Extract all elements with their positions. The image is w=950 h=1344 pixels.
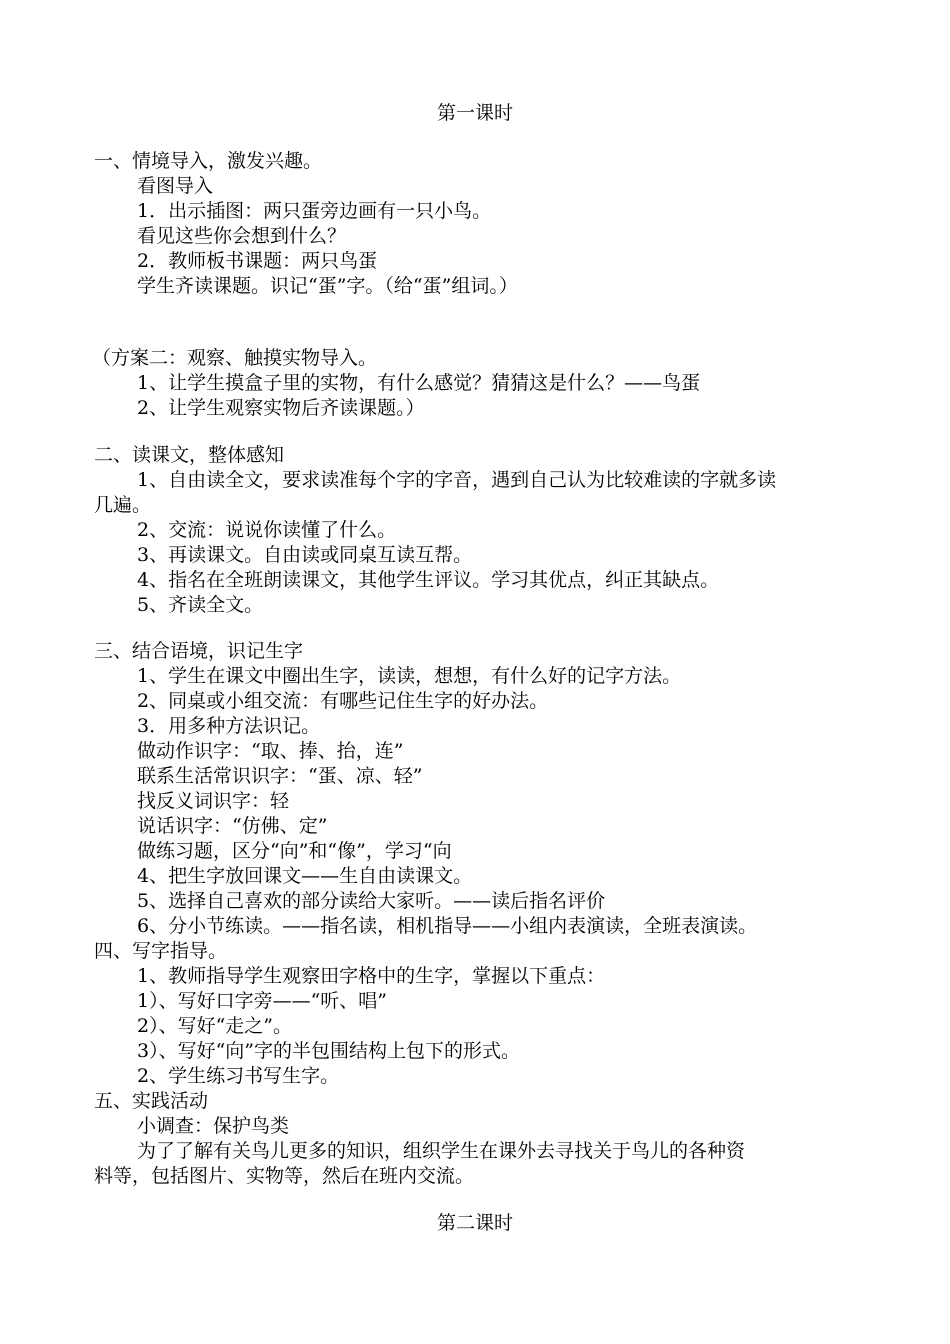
section3-line: 做动作识字：“取、捧、抬，连” <box>137 740 404 762</box>
section5-heading: 五、实践活动 <box>94 1090 209 1112</box>
section4-line: 2）、写好“走之”。 <box>137 1015 293 1037</box>
section1-line: 2．教师板书课题：两只鸟蛋 <box>137 250 378 272</box>
section3-line: 1、学生在课文中圈出生字，读读，想想，有什么好的记字方法。 <box>137 665 682 687</box>
plan2-line: 1、让学生摸盒子里的实物，有什么感觉？猜猜这是什么？——鸟蛋 <box>137 372 701 394</box>
section2-line: 3、再读课文。自由读或同桌互读互帮。 <box>137 544 473 566</box>
section5-paragraph-continued: 料等，包括图片、实物等，然后在班内交流。 <box>94 1165 475 1187</box>
section3-line: 6、分小节练读。——指名读，相机指导——小组内表演读，全班表演读。 <box>137 915 758 937</box>
section1-line: 学生齐读课题。识记“蛋”字。（给“蛋”组词。） <box>137 275 518 297</box>
section2-line: 4、指名在全班朗读课文，其他学生评议。学习其优点，纠正其缺点。 <box>137 569 720 591</box>
section1-line: 看图导入 <box>137 175 214 197</box>
section3-line: 说话识字：“仿佛、定” <box>137 815 328 837</box>
section3-heading: 三、结合语境，识记生字 <box>94 640 304 662</box>
section2-item1-continued: 几遍。 <box>94 494 152 516</box>
section3-line: 找反义词识字：轻 <box>137 790 290 812</box>
section3-line: 做练习题，区分“向”和“像”，学习“向 <box>137 840 452 862</box>
lesson2-title: 第二课时 <box>436 1212 513 1234</box>
section3-line: 3．用多种方法识记。 <box>137 715 321 737</box>
section1-line: 1．出示插图：两只蛋旁边画有一只小鸟。 <box>137 200 492 222</box>
section4-line: 1、教师指导学生观察田字格中的生字，掌握以下重点： <box>137 965 606 987</box>
section4-line: 1）、写好口字旁——“听、唱” <box>137 990 388 1012</box>
section1-heading: 一、情境导入，激发兴趣。 <box>94 150 323 172</box>
section3-line: 联系生活常识识字：“蛋、凉、轻” <box>137 765 423 787</box>
lesson1-title: 第一课时 <box>436 102 513 124</box>
section4-heading: 四、写字指导。 <box>94 940 228 962</box>
section3-line: 2、同桌或小组交流：有哪些记住生字的好办法。 <box>137 690 549 712</box>
section3-line: 4、把生字放回课文——生自由读课文。 <box>137 865 473 887</box>
plan2-heading: （方案二：观察、触摸实物导入。 <box>92 347 378 369</box>
section2-item1: 1、自由读全文，要求读准每个字的字音，遇到自己认为比较难读的字就多读 <box>137 469 777 491</box>
section5-paragraph: 为了了解有关鸟儿更多的知识，组织学生在课外去寻找关于鸟儿的各种资 <box>137 1140 746 1162</box>
section5-subheading: 小调查：保护鸟类 <box>137 1115 290 1137</box>
section3-line: 5、选择自己喜欢的部分读给大家听。——读后指名评价 <box>137 890 606 912</box>
section2-line: 2、交流：说说你读懂了什么。 <box>137 519 397 541</box>
section4-line: 3）、写好“向”字的半包围结构上包下的形式。 <box>137 1040 521 1062</box>
section2-heading: 二、读课文，整体感知 <box>94 444 285 466</box>
section1-line: 看见这些你会想到什么？ <box>137 225 347 247</box>
section4-line: 2、学生练习书写生字。 <box>137 1065 340 1087</box>
section2-line: 5、齐读全文。 <box>137 594 264 616</box>
plan2-line: 2、让学生观察实物后齐读课题。） <box>137 397 425 419</box>
